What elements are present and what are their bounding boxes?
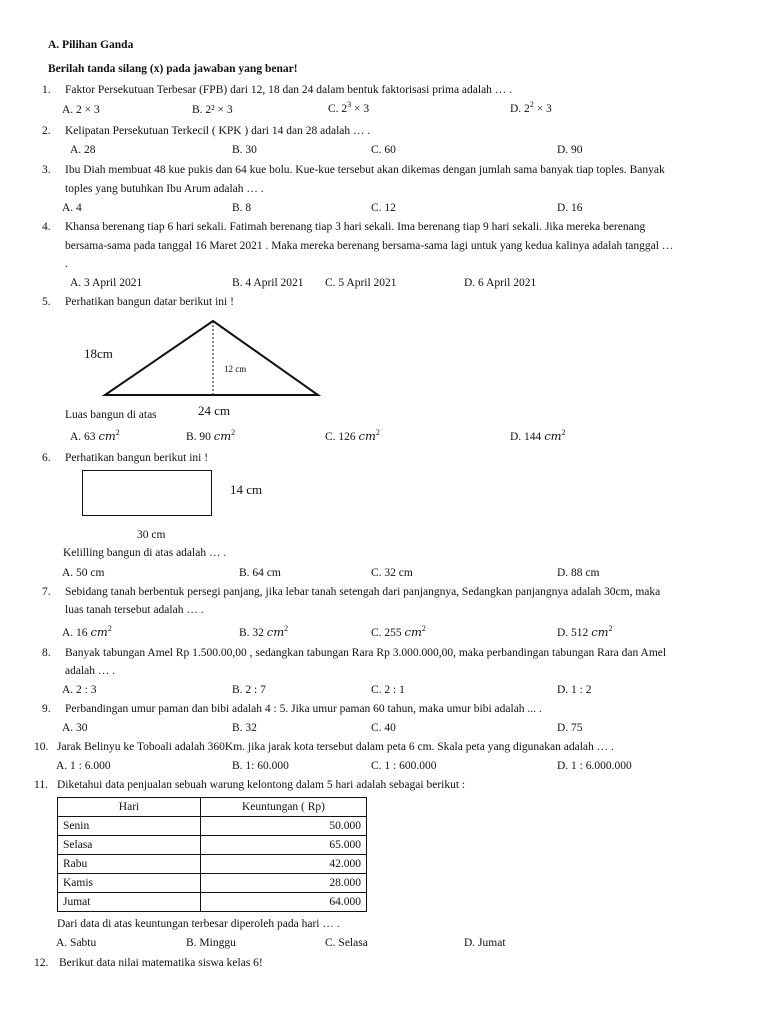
option-a[interactable]: A. Sabtu [56, 937, 97, 949]
question-prompt: Dari data di atas keuntungan terbesar diperoleh pada hari … . [57, 918, 340, 930]
table-header-day: Hari [58, 798, 201, 817]
option-d-unit-exponent: 2 [561, 428, 566, 438]
triangle-shape [105, 321, 318, 395]
option-c[interactable]: C. 1 : 600.000 [371, 760, 437, 772]
question-number: 4. [42, 221, 51, 233]
table-cell-day: Selasa [58, 836, 201, 855]
question-text-line-1: Khansa berenang tiap 6 hari sekali. Fatimah berenang tiap 3 hari sekali. Ima berenang tiap 9 hari sekali. Jika mereka berenang [65, 221, 646, 233]
question-text: Perhatikan bangun datar berikut ini ! [65, 296, 234, 308]
option-d-unit: cm [591, 625, 609, 639]
option-b[interactable] [239, 625, 288, 639]
question-number: 9. [42, 703, 51, 715]
option-d[interactable] [510, 100, 552, 115]
option-c[interactable]: C. 5 April 2021 [325, 277, 397, 289]
triangle-height-label: 12 cm [224, 364, 247, 374]
option-b-unit: cm [213, 429, 232, 443]
option-b-unit-exponent: 2 [231, 428, 236, 438]
option-d-value: D. 512 [557, 627, 592, 639]
question-text: Faktor Persekutuan Terbesar (FPB) dari 12, 18 dan 24 dalam bentuk faktorisasi prima adalah … . [65, 84, 513, 96]
option-a[interactable]: A. 2 × 3 [62, 104, 100, 116]
table-row [58, 836, 367, 855]
table-row [58, 893, 367, 912]
option-b[interactable]: B. Minggu [186, 937, 236, 949]
sales-table [57, 797, 367, 912]
question-text-line-1: Sebidang tanah berbentuk persegi panjang, jika lebar tanah setengah dari panjangnya, Sedangkan panjangnya adalah 30cm, maka [65, 586, 661, 598]
rectangle-height-label: 14 cm [230, 482, 263, 497]
triangle-base-label: 24 cm [198, 403, 231, 418]
option-c-exponent: 3 [347, 100, 352, 110]
question-number: 10. [34, 741, 49, 753]
question-text: Perbandingan umur paman dan bibi adalah 4 : 5. Jika umur paman 60 tahun, maka umur bibi adalah ... . [65, 703, 542, 715]
question-text-line-2: bersama-sama pada tanggal 16 Maret 2021 . Maka mereka berenang bersama-sama lagi untuk yang kedua kalinya adalah tanggal … [65, 240, 674, 252]
table-cell-day: Senin [58, 817, 201, 836]
question-text-line-1: Ibu Diah membuat 48 kue pukis dan 64 kue bolu. Kue-kue tersebut akan dikemas dengan jumlah sama banyak tiap toples. Banyak [65, 164, 665, 176]
question-number: 12. [34, 957, 49, 969]
option-c-rest: × 3 [351, 103, 370, 115]
question-number: 6. [42, 452, 51, 464]
question-text: Perhatikan bangun berikut ini ! [65, 452, 209, 464]
question-text-line-2: luas tanah tersebut adalah … . [65, 604, 204, 616]
question-text: Diketahui data penjualan sebuah warung kelontong dalam 5 hari adalah sebagai berikut : [57, 779, 466, 791]
table-cell-day: Kamis [58, 874, 201, 893]
option-d-exponent: 2 [529, 100, 534, 110]
table-header-row [58, 798, 367, 817]
question-text-line-1: Banyak tabungan Amel Rp 1.500.00,00 , sedangkan tabungan Rara Rp 3.000.000,00, maka perbandingan tabungan Rara dan Amel [65, 647, 667, 659]
option-b[interactable]: B. 64 cm [239, 567, 281, 579]
option-d[interactable] [510, 429, 566, 443]
option-b-unit: cm [266, 625, 285, 639]
question-number: 7. [42, 586, 51, 598]
option-a[interactable]: A. 2 : 3 [62, 684, 97, 696]
option-a-unit: cm [98, 429, 116, 443]
option-d-value: D. 144 [510, 431, 545, 443]
option-d-unit: cm [544, 429, 562, 443]
question-text-line-2: toples yang butuhkan Ibu Arum adalah … . [65, 183, 264, 195]
question-text: Berikut data nilai matematika siswa kelas 6! [59, 957, 263, 969]
option-b[interactable]: B. 1: 60.000 [232, 760, 289, 772]
question-text: Jarak Belinyu ke Toboali adalah 360Km. jika jarak kota tersebut dalam peta 6 cm. Skala peta yang digunakan adalah … . [57, 741, 614, 753]
option-d-rest: × 3 [533, 103, 552, 115]
option-a[interactable] [70, 429, 120, 443]
option-a-unit-exponent: 2 [115, 428, 120, 438]
option-b[interactable]: B. 2² × 3 [192, 104, 233, 116]
table-cell-day: Rabu [58, 855, 201, 874]
table-row [58, 874, 367, 893]
question-number: 8. [42, 647, 51, 659]
option-d[interactable]: D. 1 : 6.000.000 [557, 760, 632, 772]
rectangle-figure [82, 470, 212, 516]
option-b-value: B. 32 [239, 627, 267, 639]
option-c-unit-exponent: 2 [421, 624, 426, 634]
table-cell-day: Jumat [58, 893, 201, 912]
option-c[interactable]: C. 60 [371, 144, 396, 156]
option-c[interactable]: C. 40 [371, 722, 396, 734]
option-b[interactable] [186, 429, 235, 443]
option-c[interactable]: C. 2 : 1 [371, 684, 405, 696]
option-a[interactable]: A. 30 [62, 722, 88, 734]
option-d[interactable]: D. 75 [557, 722, 583, 734]
question-number: 3. [42, 164, 51, 176]
question-prompt: Luas bangun di atas [65, 409, 157, 421]
section-title: A. Pilihan Ganda [48, 39, 134, 51]
option-c-value: C. 255 [371, 627, 405, 639]
table-row [58, 855, 367, 874]
question-prompt: Kelilling bangun di atas adalah … . [63, 547, 227, 559]
table-cell-profit: 50.000 [201, 817, 367, 836]
option-d[interactable] [557, 625, 613, 639]
option-c-value: C. 126 [325, 431, 359, 443]
option-b-value: B. 90 [186, 431, 214, 443]
instruction: Berilah tanda silang (x) pada jawaban yang benar! [48, 63, 298, 75]
option-b[interactable]: B. 4 April 2021 [232, 277, 304, 289]
table-header-profit: Keuntungan ( Rp) [201, 798, 367, 817]
triangle-figure [100, 316, 330, 400]
option-a-unit-exponent: 2 [107, 624, 112, 634]
option-a[interactable]: A. 3 April 2021 [70, 277, 143, 289]
option-b[interactable]: B. 32 [232, 722, 257, 734]
option-b-unit-exponent: 2 [284, 624, 289, 634]
option-a-unit: cm [90, 625, 108, 639]
option-b[interactable]: B. 8 [232, 202, 252, 214]
option-c-unit-exponent: 2 [375, 428, 380, 438]
option-a[interactable]: A. 50 cm [62, 567, 105, 579]
option-b[interactable]: B. 2 : 7 [232, 684, 266, 696]
table-cell-profit: 28.000 [201, 874, 367, 893]
option-a[interactable] [62, 625, 112, 639]
question-text: Kelipatan Persekutuan Terkecil ( KPK ) dari 14 dan 28 adalah … . [65, 125, 371, 137]
option-d[interactable]: D. 88 cm [557, 567, 600, 579]
option-a-value: A. 16 [62, 627, 91, 639]
option-d-unit-exponent: 2 [608, 624, 613, 634]
option-a[interactable]: A. 28 [70, 144, 96, 156]
question-text-line-3: . [65, 258, 68, 270]
option-c-unit: cm [404, 625, 422, 639]
table-cell-profit: 64.000 [201, 893, 367, 912]
question-number: 11. [34, 779, 48, 791]
option-c[interactable]: C. 32 cm [371, 567, 413, 579]
question-number: 5. [42, 296, 51, 308]
question-number: 1. [42, 84, 51, 96]
option-c[interactable]: C. Selasa [325, 937, 368, 949]
table-row [58, 817, 367, 836]
option-c[interactable] [371, 625, 426, 639]
option-a-value: A. 63 [70, 431, 99, 443]
option-a[interactable]: A. 1 : 6.000 [56, 760, 111, 772]
option-c[interactable]: C. 12 [371, 202, 396, 214]
question-text-line-2: adalah … . [65, 665, 116, 677]
option-c[interactable] [325, 429, 380, 443]
option-a[interactable]: A. 4 [62, 202, 82, 214]
option-d[interactable]: D. 1 : 2 [557, 684, 592, 696]
option-d[interactable]: D. 6 April 2021 [464, 277, 537, 289]
option-d-base: D. 2 [510, 103, 530, 115]
option-c-base: C. 2 [328, 103, 348, 115]
option-b[interactable]: B. 30 [232, 144, 257, 156]
option-d[interactable]: D. 16 [557, 202, 583, 214]
table-cell-profit: 42.000 [201, 855, 367, 874]
table-cell-profit: 65.000 [201, 836, 367, 855]
option-c-unit: cm [358, 429, 376, 443]
option-d[interactable]: D. Jumat [464, 937, 506, 949]
rectangle-width-label: 30 cm [137, 529, 166, 541]
option-c[interactable] [328, 100, 370, 115]
triangle-side-label: 18cm [84, 346, 113, 361]
question-number: 2. [42, 125, 51, 137]
option-d[interactable]: D. 90 [557, 144, 583, 156]
